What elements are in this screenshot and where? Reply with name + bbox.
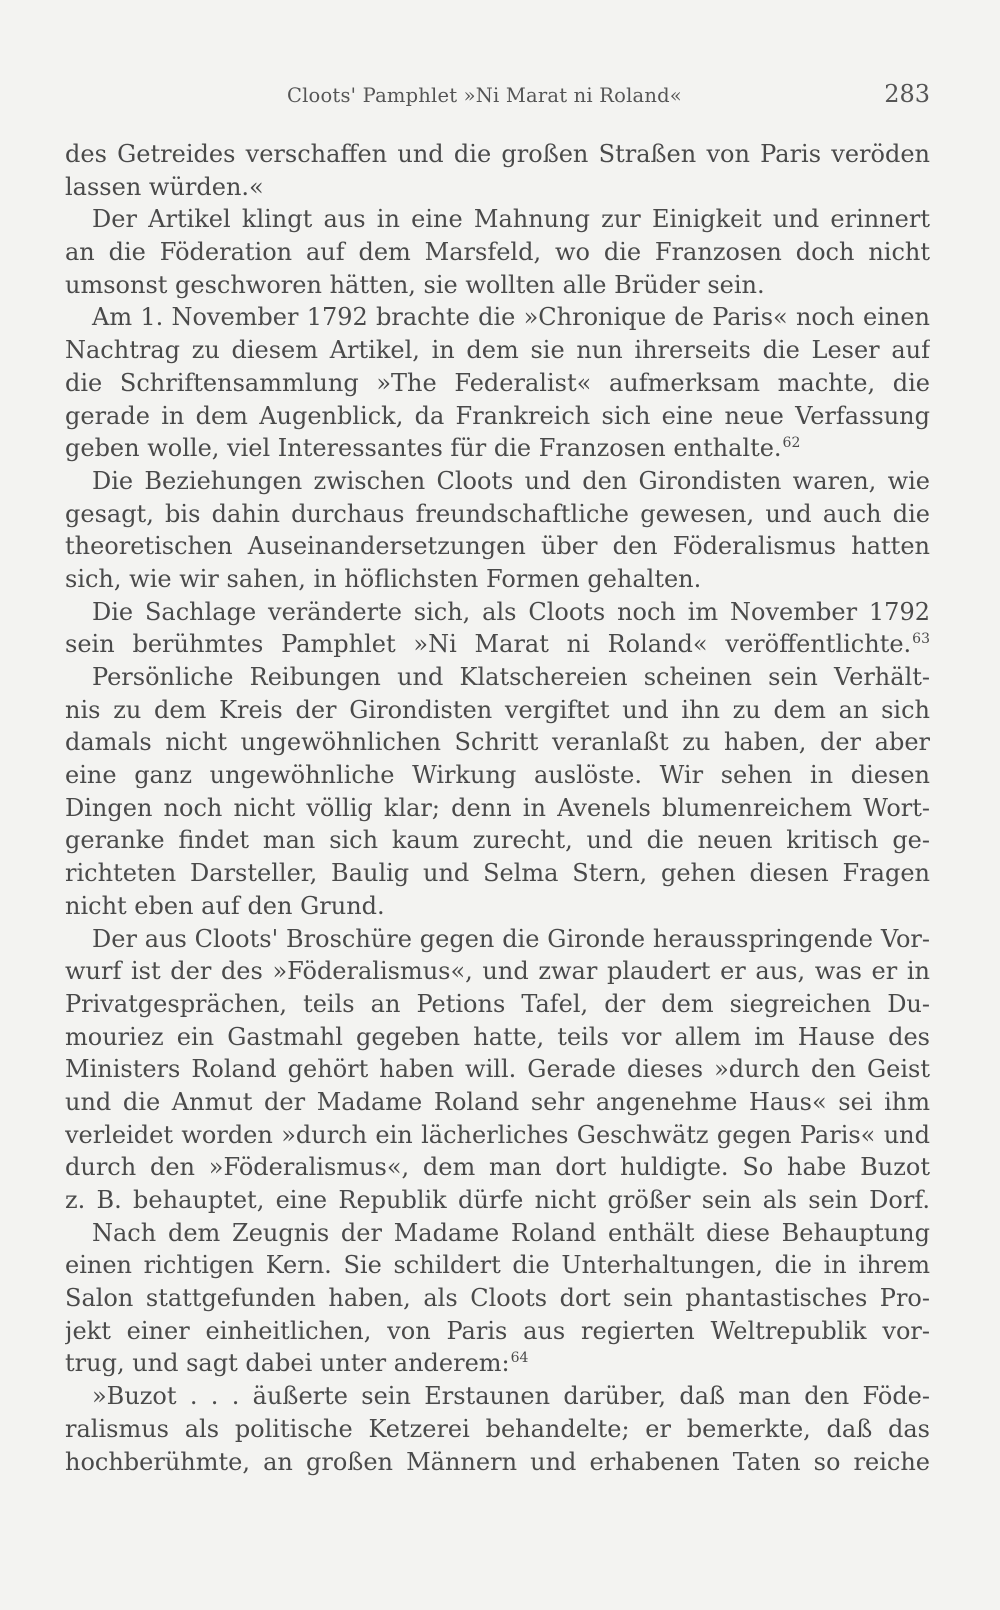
text-line-content: hochberühmte, an großen Männern und erhabenen Taten so reiche <box>65 1447 930 1476</box>
text-line-content: Der aus Cloots' Broschüre gegen die Gironde herausspringende Vor- <box>92 924 930 953</box>
text-line <box>65 596 930 629</box>
text-line-content: trug, und sagt dabei unter anderem: <box>65 1349 510 1378</box>
text-line-content: durch den »Föderalismus«, dem man dort huldigte. So habe Buzot <box>65 1153 930 1182</box>
text-line-content: einen richtigen Kern. Sie schildert die Unterhaltungen, die in ihrem <box>65 1251 930 1280</box>
text-line-content: Salon stattgefunden haben, als Cloots dort sein phantastisches Pro- <box>65 1284 930 1313</box>
text-line-content: theoretischen Auseinandersetzungen über den Föderalismus hatten <box>65 532 930 561</box>
text-line-content: z. B. behauptet, eine Republik dürfe nicht größer sein als sein Dorf. <box>65 1186 930 1214</box>
text-line-content: nis zu dem Kreis der Girondisten vergiftet und ihn zu dem an sich <box>65 695 930 724</box>
text-line <box>65 1315 930 1348</box>
text-line-content: und die Anmut der Madame Roland sehr angenehme Haus« sei ihm <box>65 1087 930 1116</box>
text-line <box>65 1086 930 1119</box>
text-line <box>65 1184 930 1217</box>
text-line-content: geranke findet man sich kaum zurecht, und die neuen kritisch ge- <box>65 826 930 855</box>
text-line <box>65 1380 930 1413</box>
text-line <box>65 269 930 302</box>
text-line <box>65 857 930 890</box>
text-line <box>65 694 930 727</box>
page-number: 283 <box>884 80 930 108</box>
text-line-content: richteten Darsteller, Baulig und Selma Stern, gehen diesen Fragen <box>65 859 930 888</box>
text-line <box>65 923 930 956</box>
text-line-content: Die Beziehungen zwischen Cloots und den Girondisten waren, wie <box>92 466 930 495</box>
text-line <box>65 1217 930 1250</box>
text-line-content: lassen würden.« <box>65 172 264 201</box>
text-line-content: die Schriftensammlung »The Federalist« aufmerksam machte, die <box>65 368 930 397</box>
text-line-content: Die Sachlage veränderte sich, als Cloots noch im November 1792 <box>92 597 930 626</box>
text-line <box>65 138 930 171</box>
text-line <box>65 759 930 792</box>
footnote-marker: 64 <box>510 1350 529 1367</box>
text-line <box>65 203 930 236</box>
text-line <box>65 955 930 988</box>
text-line <box>65 1446 930 1479</box>
text-line <box>65 563 930 596</box>
text-line <box>65 236 930 269</box>
text-line-content: Persönliche Reibungen und Klatschereien scheinen sein Verhält- <box>92 663 930 691</box>
text-line <box>65 1151 930 1184</box>
text-line <box>65 1282 930 1315</box>
text-line <box>65 988 930 1021</box>
text-line-content: des Getreides verschaffen und die großen Straßen von Paris veröden <box>65 140 930 168</box>
text-line-content: Nach dem Zeugnis der Madame Roland enthält diese Behauptung <box>92 1218 930 1247</box>
text-line <box>65 498 930 531</box>
text-line <box>65 432 930 465</box>
running-head: Cloots' Pamphlet »Ni Marat ni Roland« <box>287 84 682 107</box>
text-line-content: Ministers Roland gehört haben will. Gerade dieses »durch den Geist <box>65 1055 930 1084</box>
text-line-content: wurf ist der des »Föderalismus«, und zwar plaudert er aus, was er in <box>65 957 930 986</box>
text-line-content: Am 1. November 1792 brachte die »Chronique de Paris« noch einen <box>92 303 930 332</box>
text-line-content: umsonst geschworen hätten, sie wollten alle Brüder sein. <box>65 270 765 299</box>
text-line-content: eine ganz ungewöhnliche Wirkung auslöste. Wir sehen in diesen <box>65 761 930 790</box>
text-line-content: Nachtrag zu diesem Artikel, in dem sie nun ihrerseits die Leser auf <box>65 336 930 365</box>
text-line-content: verleidet worden »durch ein lächerliches Geschwätz gegen Paris« und <box>65 1120 930 1149</box>
body-text <box>65 138 930 1478</box>
text-line <box>65 890 930 923</box>
text-line-content: nicht eben auf den Grund. <box>65 891 385 920</box>
text-line <box>65 171 930 204</box>
text-line-content: jekt einer einheitlichen, von Paris aus regierten Weltrepublik vor- <box>65 1316 930 1345</box>
page-header <box>65 80 930 110</box>
text-line <box>65 1413 930 1446</box>
text-line <box>65 301 930 334</box>
text-line-content: gerade in dem Augenblick, da Frankreich sich eine neue Verfassung <box>65 401 930 430</box>
text-line <box>65 1119 930 1152</box>
text-line <box>65 661 930 694</box>
text-line <box>65 1249 930 1282</box>
text-line-content: Privatgesprächen, teils an Petions Tafel, der dem siegreichen Du- <box>65 989 930 1018</box>
text-line-content: gesagt, bis dahin durchaus freundschaftliche gewesen, und auch die <box>65 499 930 528</box>
text-line-content: geben wolle, viel Interessantes für die Franzosen enthalte. <box>65 434 782 463</box>
text-line-content: sein berühmtes Pamphlet »Ni Marat ni Roland« veröffentlichte. <box>65 630 912 659</box>
text-line <box>65 628 930 661</box>
text-line <box>65 1347 930 1380</box>
text-line <box>65 726 930 759</box>
text-line-content: sich, wie wir sahen, in höflichsten Formen gehalten. <box>65 564 702 593</box>
text-line <box>65 1021 930 1054</box>
text-line <box>65 465 930 498</box>
text-line <box>65 1053 930 1086</box>
text-line-content: ralismus als politische Ketzerei behandelte; er bemerkte, daß das <box>65 1414 930 1443</box>
text-line <box>65 334 930 367</box>
text-line-content: an die Föderation auf dem Marsfeld, wo die Franzosen doch nicht <box>65 238 930 267</box>
text-line-content: mouriez ein Gastmahl gegeben hatte, teils vor allem im Hause des <box>65 1022 930 1051</box>
text-line <box>65 400 930 433</box>
text-line <box>65 530 930 563</box>
text-line <box>65 792 930 825</box>
text-line-content: »Buzot . . . äußerte sein Erstaunen darüber, daß man den Föde- <box>92 1382 930 1411</box>
text-line-content: Dingen noch nicht völlig klar; denn in Avenels blumenreichem Wort- <box>65 793 930 822</box>
footnote-marker: 62 <box>782 435 801 452</box>
text-line <box>65 824 930 857</box>
footnote-marker: 63 <box>912 631 930 648</box>
text-line-content: Der Artikel klingt aus in eine Mahnung zur Einigkeit und erinnert <box>92 205 930 234</box>
text-line <box>65 367 930 400</box>
text-line-content: damals nicht ungewöhnlichen Schritt veranlaßt zu haben, der aber <box>65 728 930 757</box>
